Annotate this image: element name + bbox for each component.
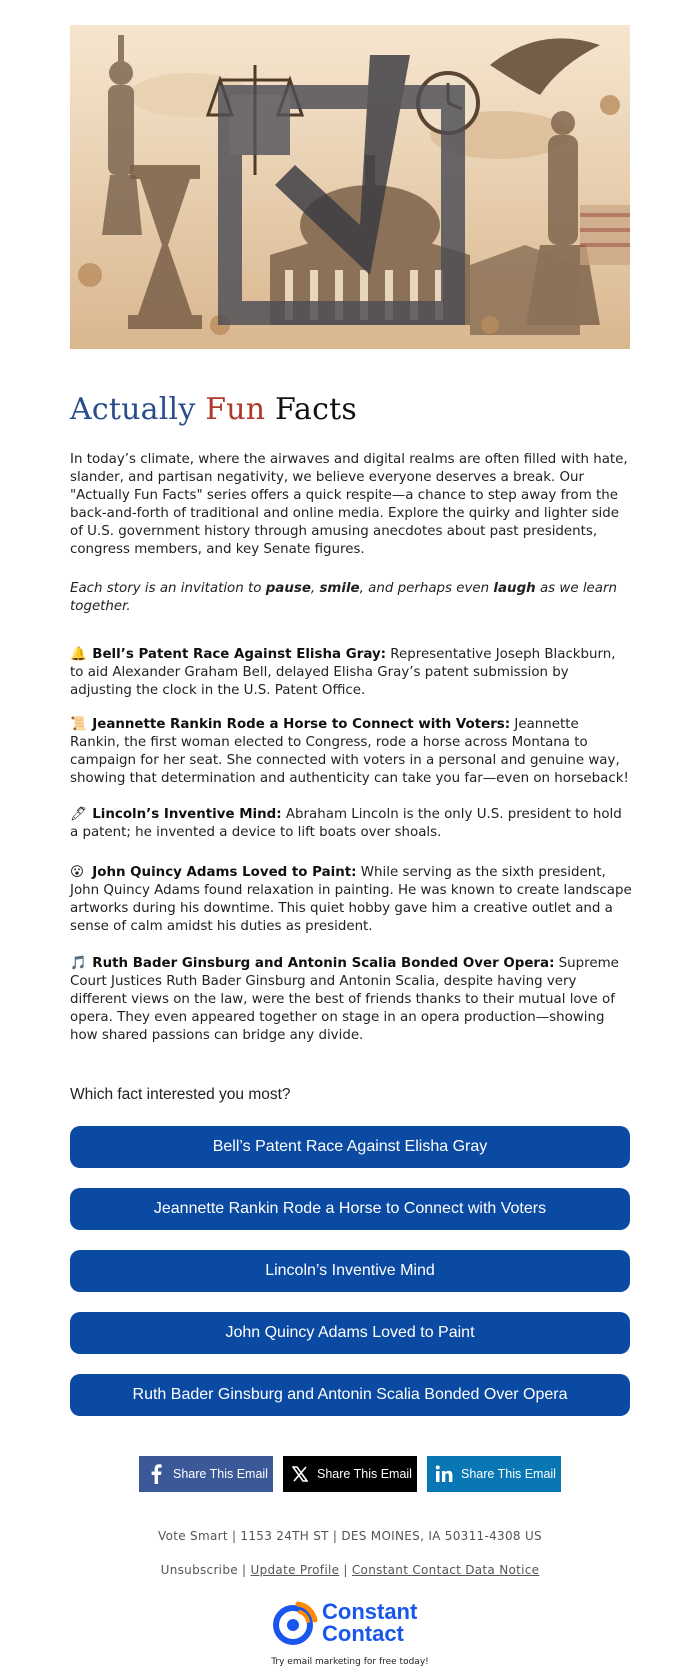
invite-paragraph bbox=[70, 580, 630, 616]
share-x-button[interactable] bbox=[283, 1456, 417, 1492]
fact-text: Representative Joseph Blackburn, to aid Alexander Graham Bell, delayed Elisha Gray’s patent submission by adjusting the clock in the U.S. Patent Office. bbox=[70, 647, 616, 698]
intro-paragraph: In today’s climate, where the airwaves and digital realms are often filled with hate, slander, and partisan negativity, we believe everyone deserves a break. Our "Actually Fun Facts" series offers a quick respite—a chance to step away from the back-and-forth of traditional and online media. Explore the quirky and lighter side of U.S. government history through amusing anecdotes about past presidents, congress members, and key Senate figures. bbox=[70, 452, 628, 557]
fact-heading: John Quincy Adams Loved to Paint: bbox=[92, 865, 357, 880]
fact-item-bell bbox=[70, 646, 632, 700]
poll-option-bell[interactable]: Bell’s Patent Race Against Elisha Gray bbox=[70, 1126, 630, 1168]
fact-heading: Ruth Bader Ginsburg and Antonin Scalia Bonded Over Opera: bbox=[92, 956, 555, 971]
share-linkedin-button[interactable] bbox=[427, 1456, 561, 1492]
constant-contact-logo-icon bbox=[270, 1598, 320, 1648]
invite-text-4: as we learn together. bbox=[70, 581, 617, 614]
fact-text: Abraham Lincoln is the only U.S. president to hold a patent; he invented a device to lift boats over shoals. bbox=[70, 807, 622, 840]
title-word-facts: Facts bbox=[275, 392, 357, 427]
invite-bold-laugh: laugh bbox=[493, 581, 536, 596]
fact-text: Jeannette Rankin, the first woman elected to Congress, rode a horse across Montana to campaign for her seat. She connected with voters in a personal and genuine way, showing that determination and authenticity can take you far—even on horseback! bbox=[70, 717, 629, 786]
poll-option-lincoln[interactable]: Lincoln’s Inventive Mind bbox=[70, 1250, 630, 1292]
update-profile-link[interactable]: Update Profile bbox=[250, 1563, 340, 1577]
fact-text: While serving as the sixth president, John Quincy Adams found relaxation in painting. He was known to create landscape artworks during his downtime. This quiet hobby gave him a creative outlet and a sense of calm amidst his duties as president. bbox=[70, 865, 632, 934]
hero-image bbox=[70, 25, 630, 349]
poll-question: Which fact interested you most? bbox=[70, 1086, 291, 1103]
footer-separator: | bbox=[237, 1563, 251, 1577]
hero-illustration bbox=[70, 25, 630, 349]
invite-text-1: Each story is an invitation to bbox=[70, 581, 266, 596]
data-notice-link[interactable]: Constant Contact Data Notice bbox=[351, 1563, 540, 1577]
fact-heading: Jeannette Rankin Rode a Horse to Connect with Voters: bbox=[92, 717, 511, 732]
fact-item-adams bbox=[70, 864, 632, 936]
page-title bbox=[70, 392, 357, 427]
fact-item-lincoln bbox=[70, 806, 632, 842]
music-note-icon: 🎵 bbox=[70, 956, 87, 971]
footer-separator: | bbox=[339, 1563, 352, 1577]
invite-text-3: , and perhaps even bbox=[359, 581, 494, 596]
fact-item-rankin bbox=[70, 716, 632, 788]
pen-icon: 🖊 bbox=[70, 807, 87, 822]
constant-contact-wordmark bbox=[322, 1601, 417, 1645]
face-icon: 😮 bbox=[70, 865, 84, 880]
fact-text: Supreme Court Justices Ruth Bader Ginsburg and Antonin Scalia, despite having very different views on the law, were the best of friends thanks to their mutual love of opera. They even appeared together on stage in an opera production—showing how shared passions can bridge any divide. bbox=[70, 956, 619, 1043]
footer-address: Vote Smart | 1153 24TH ST | DES MOINES, IA 50311-4308 US bbox=[158, 1529, 542, 1543]
constant-contact-tagline[interactable]: Try email marketing for free today! bbox=[271, 1657, 429, 1667]
bell-icon: 🔔 bbox=[70, 647, 87, 662]
brand-line-2: Contact bbox=[322, 1621, 404, 1646]
scroll-icon: 📜 bbox=[70, 717, 87, 732]
share-linkedin-label: Share This Email bbox=[461, 1467, 556, 1481]
share-x-label: Share This Email bbox=[317, 1467, 412, 1481]
poll-option-opera[interactable]: Ruth Bader Ginsburg and Antonin Scalia Bonded Over Opera bbox=[70, 1374, 630, 1416]
invite-text-2: , bbox=[310, 581, 320, 596]
fact-heading: Lincoln’s Inventive Mind: bbox=[92, 807, 282, 822]
poll-option-adams[interactable]: John Quincy Adams Loved to Paint bbox=[70, 1312, 630, 1354]
invite-bold-pause: pause bbox=[265, 581, 311, 596]
share-facebook-label: Share This Email bbox=[173, 1467, 268, 1481]
unsubscribe-link[interactable]: Unsubscribe bbox=[160, 1563, 238, 1577]
brand-line-1: Constant bbox=[322, 1599, 418, 1624]
x-icon bbox=[283, 1456, 317, 1492]
poll-option-rankin[interactable]: Jeannette Rankin Rode a Horse to Connect with Voters bbox=[70, 1188, 630, 1230]
title-word-actually: Actually bbox=[70, 392, 196, 427]
share-facebook-button[interactable] bbox=[139, 1456, 273, 1492]
fact-heading: Bell’s Patent Race Against Elisha Gray: bbox=[92, 647, 387, 662]
title-word-fun: Fun bbox=[205, 392, 266, 427]
facebook-icon bbox=[139, 1456, 173, 1492]
footer-links bbox=[0, 1563, 700, 1577]
invite-bold-smile: smile bbox=[319, 581, 360, 596]
linkedin-icon bbox=[427, 1456, 461, 1492]
fact-item-opera bbox=[70, 955, 632, 1045]
